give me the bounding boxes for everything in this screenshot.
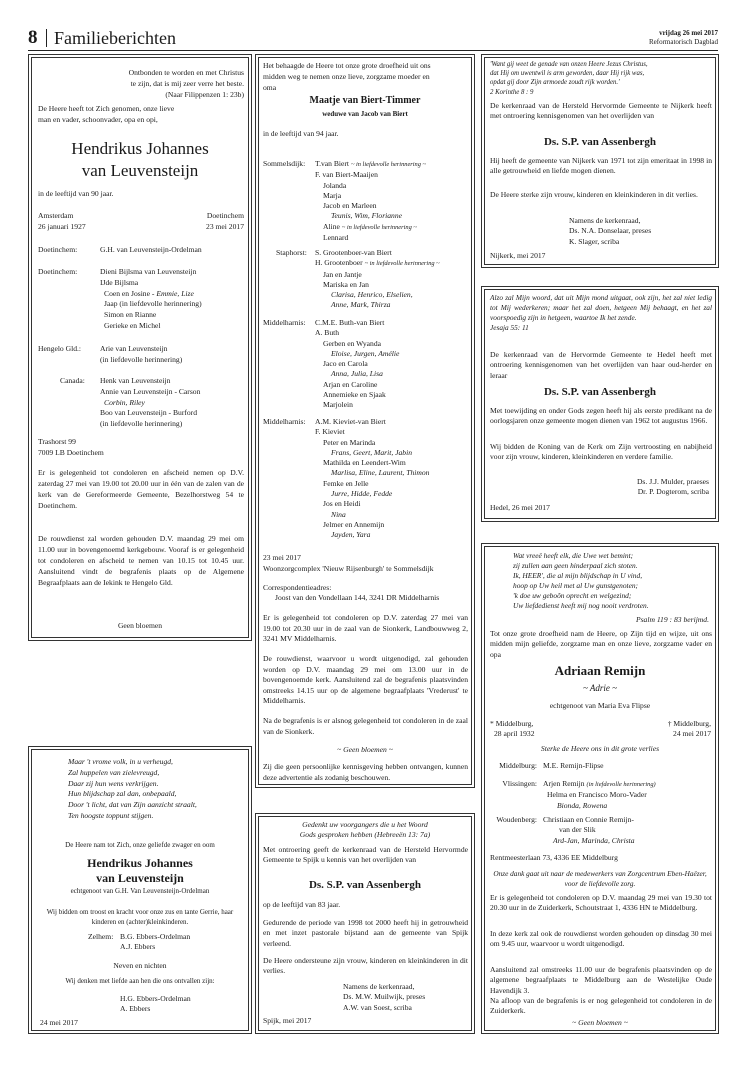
funeral-text: De rouwdienst, waarvoor u wordt uitgenodigd, zal gehouden worden op D.V. maandag 29 mei om 13.00 uur in de bovengenoemde kerk. Aansluitend zal de begrafenis plaatsvinden omstreeks 14.15 uur op de algemene begraafplaats 'Vrederust' te Middelharnis. [263, 654, 468, 705]
grandchildren: Jurre, Hidde, Fedde [331, 489, 393, 499]
family-member: Jos en Heidi [323, 499, 361, 509]
family-member [315, 258, 440, 269]
spouse-text: echtgenoot van G.H. Van Leuvensteijn-Ordelman [70, 887, 210, 895]
memorial-names [120, 994, 191, 1014]
deceased-name [32, 138, 248, 182]
family-member: Dieni Bijlsma van Leuvensteijn [100, 267, 197, 276]
quote-ref: Jesaja 55: 11 [490, 323, 529, 332]
grandchildren: Ard-Jan, Marinda, Christa [553, 835, 635, 845]
no-flowers: Geen bloemen [117, 621, 163, 630]
intro-text [38, 103, 174, 125]
intro-text: Tot onze grote droefheid nam de Heere, op Zijn tijd en wijze, uit ons midden mijn geliefde, zorgzame man en onze lieve, zorgzame vader en opa [490, 629, 712, 659]
death-date: 24 mei 2017 [673, 729, 711, 739]
age-text: in de leeftijd van 94 jaar. [263, 129, 339, 138]
death-place: † Middelburg, [667, 719, 711, 728]
family-member [100, 289, 202, 300]
intro-text [263, 61, 431, 93]
page-number: 8 [28, 27, 38, 48]
family-member: Marja [323, 190, 342, 200]
family-member: Helma en Francisco Moro-Vader [547, 790, 647, 800]
place-date: Spijk, mei 2017 [263, 1016, 312, 1025]
date-place [263, 553, 434, 575]
family-place: Middelharnis: [263, 318, 306, 327]
family-member: A.J. Ebbers [120, 942, 156, 951]
birth-place: Amsterdam [38, 211, 74, 220]
family-member [543, 779, 656, 790]
grandchildren: Frans, Geert, Marit, Jabin [331, 447, 412, 457]
family-group [543, 779, 656, 811]
condolence-text: Er is gelegenheid tot condoleren op D.V. zaterdag 27 mei van 19.00 tot 20.30 uur in de zaal van de Sionkerk, Landbouwweg 2, 3241 MV Middelharnis. [263, 613, 468, 643]
name-line: Hendrikus Johannes [87, 856, 193, 870]
nickname: ~ Adrie ~ [582, 683, 618, 693]
poem-line: Ten hoogste toppunt stijgen. [68, 810, 154, 820]
bible-quote [259, 820, 471, 840]
quote-line: hoop op Uw heil met al Uw gunstgenoten; [513, 581, 639, 590]
ad-date: 24 mei 2017 [40, 1018, 78, 1027]
family-member: G.H. van Leuvensteijn-Ordelman [100, 245, 202, 254]
memorial-name: H.G. Ebbers-Ordelman [120, 994, 191, 1003]
memorial-note: ~ in liefdevolle herinnering ~ [364, 260, 440, 268]
prayer-text: Wij bidden om troost en kracht voor onze zus en tante Gerrie, haar kinderen en (achter)kleinkinderen. [46, 908, 234, 926]
no-flowers: ~ Geen bloemen ~ [337, 745, 393, 754]
obituary-van-biert [258, 57, 472, 785]
family-member: Arie van Leuvensteijn [100, 344, 168, 353]
family-member: Gerieke en Michel [104, 320, 161, 330]
address: Rentmeesterlaan 73, 4336 EE Middelburg [490, 853, 618, 862]
place-date: Hedel, 26 mei 2017 [490, 503, 550, 512]
memorial-note: ~ in liefdevolle herinnering ~ [350, 161, 427, 168]
birth-date: 28 april 1932 [494, 729, 535, 739]
family-member: Arjan en Caroline [323, 379, 378, 389]
header-rule [28, 50, 718, 51]
family-place: Middelburg: [499, 761, 537, 770]
poem-line: Daar zij hun wens verkrijgen. [68, 778, 159, 788]
family-member: B.G. Ebbers-Ordelman [120, 932, 191, 941]
spouse-text: echtgenoot van Maria Eva Flipse [549, 701, 651, 710]
grandchildren: Nina [331, 509, 346, 519]
quote-line: Gods gesproken hebben (Hebreeën 13: 7a) [299, 830, 431, 839]
signature-line: Dr. P. Dogterom, scriba [637, 487, 709, 497]
family-group [315, 318, 399, 411]
notice-text: Zij die geen persoonlijke kennisgeving hebben ontvangen, kunnen deze advertentie als zodanig beschouwen. [263, 762, 468, 782]
death-info [605, 719, 711, 740]
age-text: in de leeftijd van 90 jaar. [38, 189, 114, 198]
poem [68, 757, 197, 822]
bible-quote [40, 67, 244, 100]
after-funeral-text: Na de begrafenis is er alsnog gelegenheid tot condoleren in de zaal van de Sionkerk. [263, 716, 468, 736]
grandchildren: Eloise, Jurgen, Amélie [331, 348, 400, 358]
family-member: A.M. Kieviet-van Biert [315, 417, 386, 426]
intro-text: De kerkenraad van de Hersteld Hervormde Gemeente te Nijkerk heeft met ontroering kennisgenomen van het overlijden van [490, 101, 712, 121]
name-line: van Leuvensteijn [81, 161, 199, 181]
family-member [315, 222, 426, 233]
grandchildren: Anne, Mark, Thirza [331, 300, 391, 310]
obituary-ebbers [31, 749, 249, 1031]
family-member: Femke en Jelle [323, 478, 369, 488]
no-flowers: ~ Geen bloemen ~ [572, 1018, 628, 1027]
notice-spijk [258, 816, 472, 1031]
family-member: Simon en Rianne [104, 310, 157, 320]
intro-text: De kerkenraad van de Hervormde Gemeente te Hedel heeft met ontroering kennisgenomen van het overlijden van haar oud-herder en leraar [490, 350, 712, 380]
address [38, 436, 104, 458]
family-place: Middelharnis: [263, 417, 306, 426]
family-place: Doetinchem: [38, 267, 78, 276]
family-member: Lennard [323, 233, 349, 243]
family-group [100, 267, 202, 332]
deceased-name: Adriaan Remijn [554, 663, 646, 678]
quote-ref: Psalm 119 : 83 berijmd. [635, 615, 709, 624]
obituary-leuvensteijn [31, 57, 249, 638]
family-member: Gerben en Wyanda [323, 338, 382, 348]
header-date-block [649, 29, 718, 47]
grandchildren: Teunis, Wim, Florianne [331, 211, 403, 221]
family-group [100, 376, 200, 430]
family-place: Hengelo Gld.: [38, 344, 82, 353]
quote-ref: 2 Korinthe 8 : 9 [490, 88, 534, 96]
comfort-text: De Heere sterke zijn vrouw, kinderen en kleinkinderen in dit verlies. [490, 190, 698, 199]
address-line: Trashorst 99 [38, 437, 76, 446]
family-member: (in liefdevolle herinnering) [100, 354, 183, 364]
deceased-name [32, 856, 248, 886]
family-member: F. van Biert-Maaijen [315, 170, 378, 180]
family-member [315, 159, 426, 170]
service-text: Met toewijding en onder Gods zegen heeft hij als eerste predikant na de oorlogsjaren onze gemeente mogen dienen van 1962 tot augustus 1966. [490, 406, 712, 426]
family-place: Zelhem: [88, 932, 114, 941]
intro-text: Met ontroering geeft de kerkenraad van de Hersteld Hervormde Gemeente te Spijk u kennis van het overlijden van [263, 845, 468, 865]
poem-line: Door 't licht, dat van Zijn aanzicht straalt, [68, 800, 197, 810]
funeral-text: In deze kerk zal ook de rouwdienst worden gehouden op dinsdag 30 mei om 9.45 uur, waarvoor u wordt uitgenodigd. [490, 929, 712, 949]
family-member: Jolanda [323, 180, 347, 190]
intro-line: man en vader, schoonvader, opa en opi, [38, 115, 158, 124]
funeral-text: De rouwdienst zal worden gehouden D.V. maandag 29 mei om 11.00 uur in bovengenoemd kerkgebouw. Vooraf is er gelegenheid tot condoleren en afscheid te nemen van 10.15 tot 10.45 uur. Aansluitend vindt de begrafenis plaats op de Algemene Begraafplaats aan de Iekink te Hengelo Gld. [38, 534, 244, 587]
quote-line: dat Hij om uwentwil is arm geworden, daar Hij rijk was, [490, 70, 645, 78]
quote-line: Ik, HEER', die al mijn blijdschap in U vind, [513, 571, 643, 580]
deceased-name: Ds. S.P. van Assenbergh [543, 386, 657, 398]
family-member: Jan en Jantje [323, 269, 362, 279]
death-place: Doetinchem [206, 211, 244, 220]
grandchildren: Bionda, Rowena [557, 800, 608, 810]
family-member: IJde Bijlsma [100, 277, 139, 287]
nephews-nieces: Neven en nichten [113, 961, 167, 970]
signature-line: K. Slager, scriba [569, 236, 620, 246]
family-place: Staphorst: [276, 248, 307, 257]
grandchildren: Jayden, Yara [331, 530, 371, 540]
header-divider [46, 29, 47, 47]
poem-line: Hun blijdschap zal dan, onbepaald, [68, 789, 177, 799]
family-member: Peter en Marinda [323, 437, 376, 447]
deceased-name: Maatje van Biert-Timmer [309, 95, 421, 106]
family-place: Sommelsdijk: [263, 159, 306, 168]
condolence-text: Er is gelegenheid tot condoleren en afscheid nemen op D.V. zaterdag 27 mei van 19.00 tot 20.00 uur in één van de zalen van de kerk van de Gereformeerde Gemeente, Bezelhorstweg 54 te Doetinchem. [38, 468, 244, 510]
memorial-name: A. Ebbers [120, 1004, 151, 1013]
ad-date: 23 mei 2017 [263, 553, 301, 562]
poem-line: Zal huppelen van zielevreugd, [68, 767, 160, 777]
family-member: C.M.E. Buth-van Biert [315, 318, 385, 327]
notice-nijkerk [484, 57, 716, 265]
quote-line: opdat gij door Zijn armoede zoudt rijk worden.' [490, 79, 620, 87]
member-name: H. Grootenboer [315, 258, 363, 268]
after-funeral-text: Na afloop van de begrafenis is er nog gelegenheid tot condoleren in de Zuiderkerk. [490, 996, 712, 1016]
condolence-text: Er is gelegenheid tot condoleren op D.V. maandag 29 mei van 19.30 tot 20.30 uur in de Zuiderkerk, Schoutstraat 1, 4336 HN te Middelburg. [490, 893, 712, 913]
intro-line: oma [263, 82, 277, 92]
family-member: M.E. Remijn-Flipse [543, 761, 604, 770]
deceased-name: Ds. S.P. van Assenbergh [308, 879, 422, 891]
death-date: 23 mei 2017 [206, 222, 244, 231]
family-place: Woudenberg: [496, 815, 537, 824]
family-member: Jaap (in liefdevolle herinnering) [104, 299, 202, 309]
quote-line: zij zullen aan geen hinderpaal zich stoten. [513, 561, 638, 570]
service-text: Hij heeft de gemeente van Nijkerk van 1971 tot zijn emeritaat in 1998 in alle getrouwheid en liefde mogen dienen. [490, 156, 712, 176]
header-date: vrijdag 26 mei 2017 [659, 29, 718, 37]
family-member: (in liefdevolle herinnering) [100, 419, 183, 429]
verse-text: Sterke de Heere ons in dit grote verlies [540, 744, 660, 753]
intro-line: Het behaagde de Heere tot onze grote droefheid uit ons [263, 61, 431, 70]
quote-line: Uw liefdedienst heeft mij nog nooit verdroten. [513, 601, 649, 610]
signature-line: A.W. van Soest, scriba [343, 1002, 412, 1012]
birth-place: * Middelburg, [490, 719, 534, 728]
quote-line: Wat vreeë heeft elk, die Uwe wet bemint; [513, 551, 634, 560]
family-member: Christiaan en Connie Remijn- [543, 815, 634, 824]
family-group [543, 815, 635, 846]
family-group [315, 159, 426, 243]
intro-line: midden weg te nemen onze lieve, zorgzame moeder en [263, 71, 430, 81]
family-place: Canada: [60, 376, 85, 385]
signature-line: Namens de kerkenraad, [343, 982, 415, 991]
signatures [585, 477, 709, 498]
quote-line: Ontbonden te worden en met Christus [128, 68, 244, 77]
family-group [120, 932, 190, 952]
member-name: Aline [323, 221, 340, 231]
family-member: van der Slik [559, 825, 596, 835]
family-member: Mariska en Jan [323, 279, 369, 289]
family-member: Jaco en Carola [323, 359, 368, 369]
bible-quote [490, 60, 648, 97]
memorial-note: (in liefdevolle herinnering) [586, 781, 656, 788]
grandchildren: Emmie, Lize [156, 288, 194, 298]
header-paper: Reformatorisch Dagblad [648, 38, 718, 47]
family-member: Boo van Leuvensteijn - Burford [100, 408, 198, 418]
family-group [315, 417, 429, 541]
quote-ref: (Naar Filippenzen 1: 23b) [165, 90, 244, 99]
intro-text: De Heere nam tot Zich, onze geliefde zwager en oom [65, 841, 215, 849]
bible-quote [490, 293, 712, 333]
burial-text: Aansluitend zal omstreeks 11.00 uur de begrafenis plaatsvinden op de algemene begraafplaats te Middelburg aan de Westelijke Oude Havendijk 3. [490, 965, 712, 995]
poem-line: Maar 't vrome volk, in u verheugd, [68, 757, 173, 766]
birth-info [490, 719, 535, 740]
grandchildren: Marlisa, Eline, Laurent, Thimon [331, 468, 430, 478]
intro-line: De Heere heeft tot Zich genomen, onze lieve [38, 104, 175, 113]
memorial-text: Wij denken met liefde aan hen die ons ontvallen zijn: [65, 977, 215, 985]
family-group [315, 248, 440, 311]
thanks-text: Onze dank gaat uit naar de medewerkers van Zorgcentrum Eben-Haëzer, voor de liefdevolle zorg. [493, 869, 707, 888]
correspondence-label: Correspondentieadres: [263, 583, 332, 592]
family-member: Jacob en Marleen [323, 201, 377, 211]
death-place: Woonzorgcomplex 'Nieuw Rijsenburgh' te Sommelsdijk [263, 563, 434, 573]
family-member: Henk van Leuvensteijn [100, 376, 171, 385]
quote-line: te zijn, dat is mij zeer verre het beste. [130, 79, 244, 88]
memorial-note: ~ in liefdevolle herinnering ~ [341, 223, 417, 231]
signature-line: Ds. M.W. Muilwijk, preses [343, 992, 426, 1002]
family-member: Jelmer en Annemijn [323, 519, 385, 529]
quote-line: Gedenkt uw voorgangers die u het Woord [302, 820, 428, 829]
family-member: Annemieke en Sjaak [323, 390, 386, 400]
psalm-quote [513, 551, 649, 611]
widow-text: weduwe van Jacob van Biert [322, 110, 408, 118]
address-line: 7009 LB Doetinchem [38, 448, 104, 457]
page-header [28, 28, 718, 48]
notice-hedel [484, 289, 716, 519]
signature-line: Ds. N.A. Donselaar, preses [569, 226, 652, 236]
correspondence-address: Joost van den Vondellaan 144, 3241 DR Middelharnis [275, 593, 440, 602]
family-member: Marjolein [323, 400, 353, 410]
birth-date: 26 januari 1927 [38, 222, 86, 231]
family-member: Mathilda en Leendert-Wim [323, 458, 406, 468]
member-name: Arjen Remijn [543, 779, 585, 788]
family-place: Doetinchem: [38, 245, 78, 254]
signature-line: Ds. J.J. Mulder, praeses [636, 477, 709, 486]
section-title: Familieberichten [54, 28, 176, 48]
obituary-remijn [484, 546, 716, 1031]
signature-line: Namens de kerkenraad, [569, 216, 641, 225]
family-member: F. Kieviet [315, 427, 345, 437]
family-group [100, 344, 182, 366]
comfort-text: De Heere ondersteune zijn vrouw, kinderen en kleinkinderen in dit verlies. [263, 956, 468, 976]
quote-line: 'k doe uw geboôn oprecht en welgezind; [513, 591, 632, 600]
grandchildren: Clarisa, Henrico, Elselien, [331, 290, 413, 300]
age-text: op de leeftijd van 83 jaar. [263, 900, 341, 909]
quote-text: Alzo zal Mijn woord, dat uit Mijn mond uitgaat, ook zijn, het zal niet ledig tot Mij wederkeren; maar het zal doen, hetgeen Mij behaagt, en het zal voorspoedig zijn in hetgeen, waartoe Ik het zende. [490, 293, 712, 322]
couple-names: Coen en Josine - [104, 288, 157, 298]
family-place: Vlissingen: [502, 779, 537, 788]
signatures [343, 982, 425, 1013]
family-member: Annie van Leuvensteijn - Carson [100, 386, 201, 396]
member-name: T.van Biert [315, 159, 350, 168]
place-date: Nijkerk, mei 2017 [490, 251, 546, 260]
grandchildren: Corbin, Riley [104, 397, 145, 407]
name-line: Hendrikus Johannes [71, 139, 209, 158]
service-text: Gedurende de periode van 1998 tot 2000 heeft hij in getrouwheid en met inzet pastorale bijstand aan de gemeente van Spijk verleend. [263, 918, 468, 948]
deceased-name: Ds. S.P. van Assenbergh [543, 136, 657, 148]
signatures [569, 216, 651, 247]
quote-line: 'Want gij weet de genade van onzen Heere Jezus Christus, [490, 61, 648, 68]
family-member: S. Grootenboer-van Biert [315, 248, 392, 257]
prayer-text: Wij bidden de Koning van de Kerk om Zijn vertroosting en nabijheid voor zijn vrouw, kinderen, kleinkinderen en verdere familie. [490, 442, 712, 462]
family-member: A. Buth [315, 328, 340, 338]
grandchildren: Anna, Julia, Lisa [331, 369, 383, 379]
name-line: van Leuvensteijn [96, 871, 184, 886]
